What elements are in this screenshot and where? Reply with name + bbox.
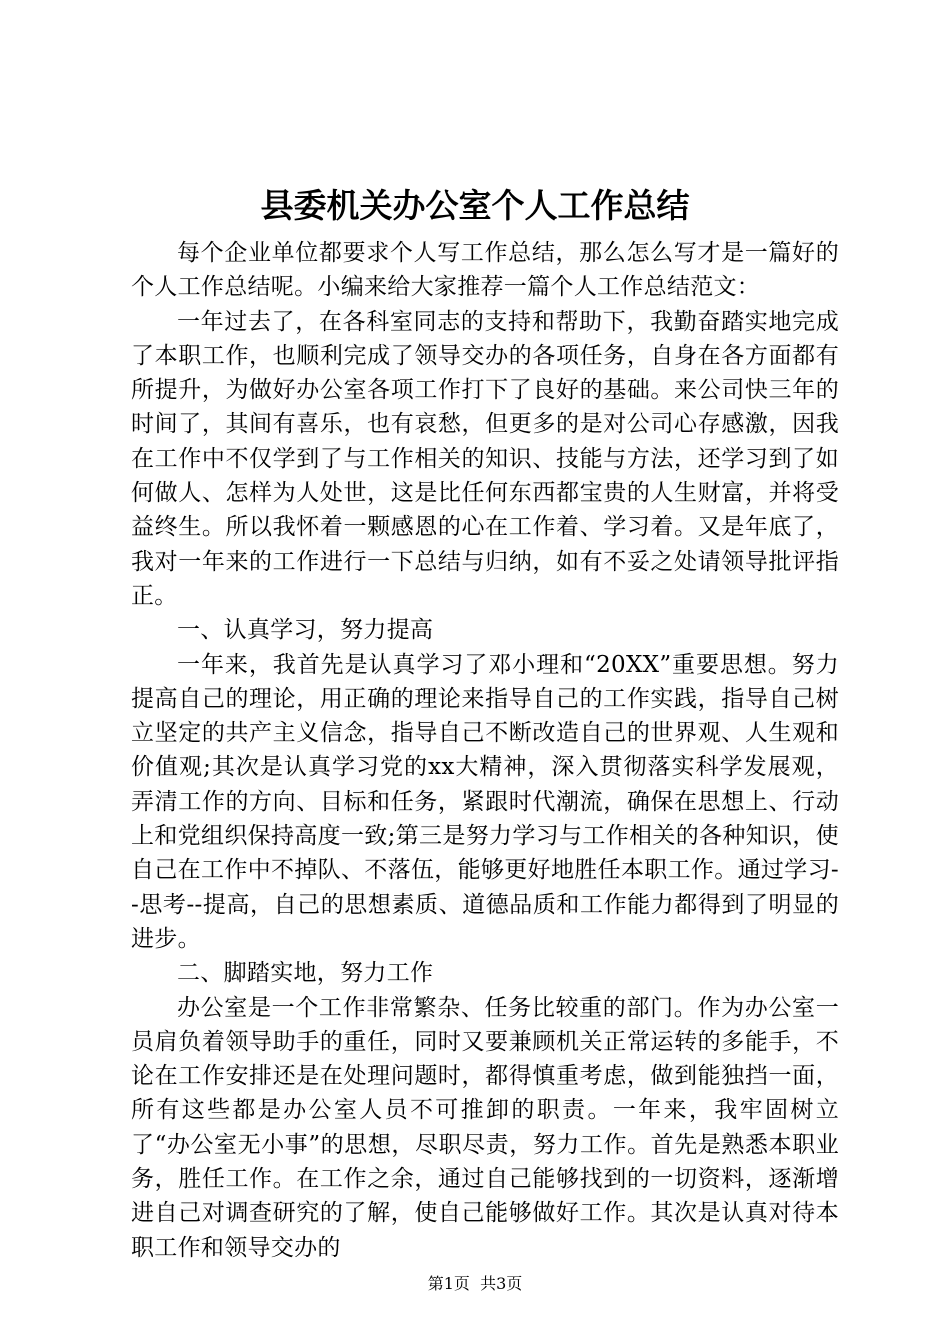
- document-body: [131, 236, 839, 1265]
- page-footer: [0, 1274, 950, 1294]
- document-title: 县委机关办公室个人工作总结: [260, 186, 690, 225]
- paragraph-work: 办公室是一个工作非常繁杂、任务比较重的部门。作为办公室一员肩负着领导助手的重任，同时又要兼顾机关正常运转的多能手，不论在工作安排还是在处理问题时，都得慎重考虑，做到能独挡一面，所有这些都是办公室人员不可推卸的职责。一年来，我牢固树立了“办公室无小事”的思想，尽职尽责，努力工作。首先是熟悉本职业务，胜任工作。在工作之余，通过自己能够找到的一切资料，逐渐增进自己对调查研究的了解，使自己能够做好工作。其次是认真对待本职工作和领导交办的: [131, 994, 839, 1261]
- section-heading-work: 二、脚踏实地，努力工作: [177, 960, 434, 987]
- section-heading-study: 一、认真学习，努力提高: [177, 617, 434, 644]
- page-number-label: 第1页 共3页: [427, 1274, 523, 1293]
- paragraph-study: 一年来，我首先是认真学习了邓小理和“20XX”重要思想。努力提高自己的理论，用正确的理论来指导自己的工作实践，指导自己树立坚定的共产主义信念，指导自己不断改造自己的世界观、人生观和价值观;其次是认真学习党的xx大精神，深入贯彻落实科学发展观，弄清工作的方向、目标和任务，紧跟时代潮流，确保在思想上、行动上和党组织保持高度一致;第三是努力学习与工作相关的各种知识，使自己在工作中不掉队、不落伍，能够更好地胜任本职工作。通过学习--思考--提高，自己的思想素质、道德品质和工作能力都得到了明显的进步。: [131, 651, 839, 952]
- paragraph-intro: 每个企业单位都要求个人写工作总结，那么怎么写才是一篇好的个人工作总结呢。小编来给大家推荐一篇个人工作总结范文：: [131, 240, 839, 301]
- paragraph-summary: 一年过去了，在各科室同志的支持和帮助下，我勤奋踏实地完成了本职工作，也顺利完成了领导交办的各项任务，自身在各方面都有所提升，为做好办公室各项工作打下了良好的基础。来公司快三年的时间了，其间有喜乐，也有哀愁，但更多的是对公司心存感激，因我在工作中不仅学到了与工作相关的知识、技能与方法，还学习到了如何做人、怎样为人处世，这是比任何东西都宝贵的人生财富，并将受益终生。所以我怀着一颗感恩的心在工作着、学习着。又是年底了，我对一年来的工作进行一下总结与归纳，如有不妥之处请领导批评指正。: [131, 308, 839, 609]
